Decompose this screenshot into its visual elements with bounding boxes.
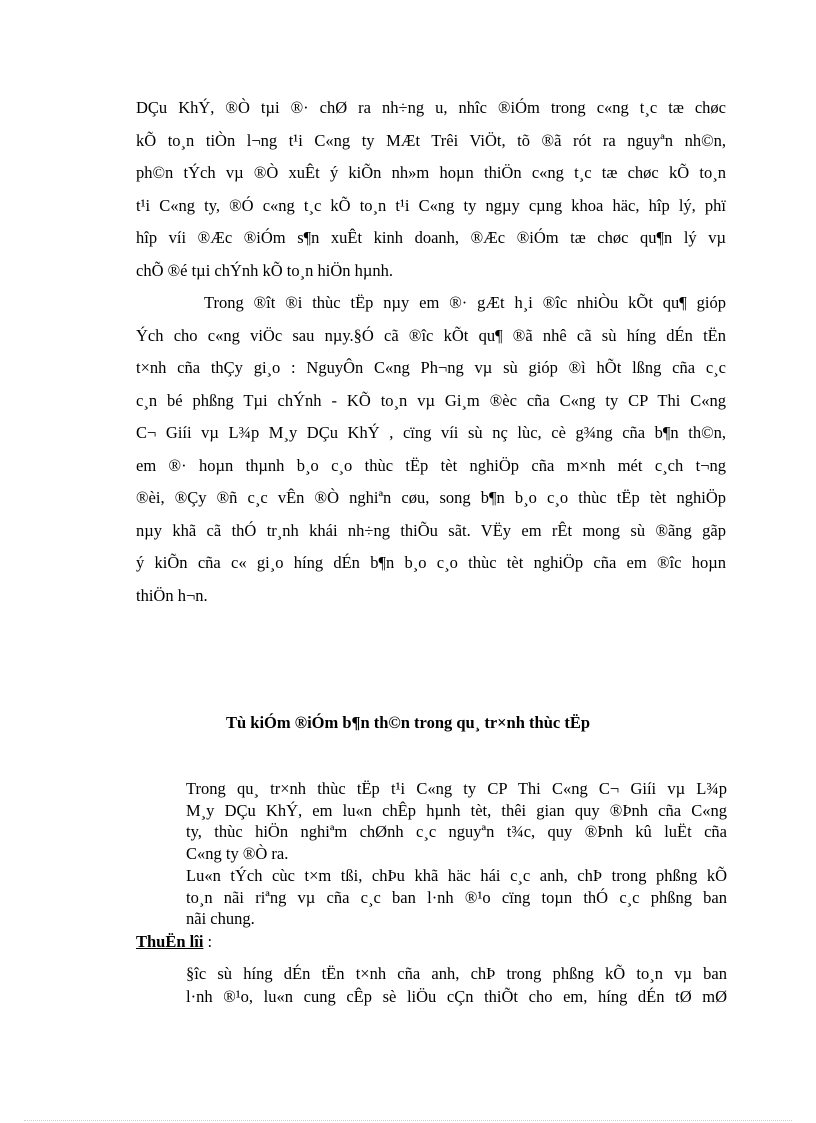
text-line: hîp víi ®Æc ®iÓm s¶n xuÊt kinh doanh, ®Æc ®iÓm tæ chøc qu¶n lý vµ <box>136 228 726 247</box>
text-line: ty, thùc hiÖn nghiªm chØnh c¸c nguyªn t¾c, quy ®Þnh kû luËt cña <box>186 822 727 841</box>
text-line: t×nh cña thÇy gi¸o : NguyÔn C«ng Ph¬ng vµ sù gióp ®ì hÕt lßng cña c¸c <box>136 358 726 377</box>
subheading-label: ThuËn lîi <box>136 932 204 951</box>
text-line: c¸n bé phßng Tµi chÝnh - KÕ to¸n vµ Gi¸m ®èc cña C«ng ty CP Thi C«ng <box>136 390 726 410</box>
text-line: to¸n nãi riªng vµ cña c¸c ban l·nh ®¹o cïng toµn thÓ c¸c phßng ban <box>186 887 727 907</box>
text-line: C«ng ty ®Ò ra. <box>186 843 289 863</box>
paragraph-attitude <box>186 865 727 930</box>
text-line: ý kiÕn cña c« gi¸o híng dÉn b¶n b¸o c¸o thùc tèt nghiÖp cña em ®îc hoµn <box>136 553 726 572</box>
text-line: Lu«n tÝch cùc t×m tßi, chÞu khã häc hái c¸c anh, chÞ trong phßng kÕ <box>186 866 727 885</box>
text-line: thiÖn h¬n. <box>136 585 208 605</box>
text-line: Trong qu¸ tr×nh thùc tËp t¹i C«ng ty CP Thi C«ng C¬ Giíi vµ L¾p <box>186 779 727 798</box>
paragraph-acknowledgement <box>136 287 726 612</box>
text-line: nãi chung. <box>186 909 255 928</box>
text-line: nµy khã cã thÓ tr¸nh khái nh÷ng thiÕu sãt. VËy em rÊt mong sù ®ãng gãp <box>136 520 726 540</box>
section-title: Tù kiÓm ®iÓm b¶n th©n trong qu¸ tr×nh thùc tËp <box>225 713 591 732</box>
text-line: DÇu KhÝ, ®Ò tµi ®· chØ ra nh÷ng u, nhîc ®iÓm trong c«ng t¸c tæ chøc <box>136 98 726 117</box>
subheading-colon: : <box>203 932 213 951</box>
text-line: kÕ to¸n tiÒn l¬ng t¹i C«ng ty MÆt Trêi ViÖt, tõ ®ã rót ra nguyªn nh©n, <box>136 130 726 150</box>
page-bottom-border <box>24 1120 792 1121</box>
text-line: ph©n tÝch vµ ®Ò xuÊt ý kiÕn nh»m hoµn thiÖn c«ng t¸c tæ chøc kÕ to¸n <box>136 163 726 182</box>
text-line: M¸y DÇu KhÝ, em lu«n chÊp hµnh tèt, thêi gian quy ®Þnh cña C«ng <box>186 800 727 820</box>
paragraph-conclusion <box>136 92 726 287</box>
text-line: §îc sù híng dÉn tËn t×nh cña anh, chÞ trong phßng kÕ to¸n vµ ban <box>186 964 727 983</box>
text-line: Ých cho c«ng viÖc sau nµy.§Ó cã ®îc kÕt qu¶ ®ã nhê cã sù híng dÉn tËn <box>136 325 726 345</box>
paragraph-self-review <box>186 778 727 864</box>
text-line: chÕ ®é tµi chÝnh kÕ to¸n hiÖn hµnh. <box>136 260 394 280</box>
text-line: l·nh ®¹o, lu«n cung cÊp sè liÖu cÇn thiÕt cho em, híng dÉn tØ mØ <box>186 987 727 1006</box>
text-line: t¹i C«ng ty, ®Ó c«ng t¸c kÕ to¸n t¹i C«ng ty ngµy cµng khoa häc, hîp lý, phï <box>136 195 726 215</box>
subheading-advantages <box>136 932 212 952</box>
text-line: Trong ®ît ®i thùc tËp nµy em ®· gÆt h¸i ®îc nhiÒu kÕt qu¶ gióp <box>204 293 726 312</box>
paragraph-advantages <box>186 962 727 1008</box>
text-line: ®èi, ®Çy ®ñ c¸c vÊn ®Ò nghiªn cøu, song b¶n b¸o c¸o thùc tËp tèt nghiÖp <box>136 488 726 507</box>
text-line: em ®· hoµn thµnh b¸o c¸o thùc tËp tèt nghiÖp cña m×nh mét c¸ch t¬ng <box>136 455 726 475</box>
text-line: C¬ Giíi vµ L¾p M¸y DÇu KhÝ , cïng víi sù nç lùc, cè g¾ng cña b¶n th©n, <box>136 423 726 442</box>
